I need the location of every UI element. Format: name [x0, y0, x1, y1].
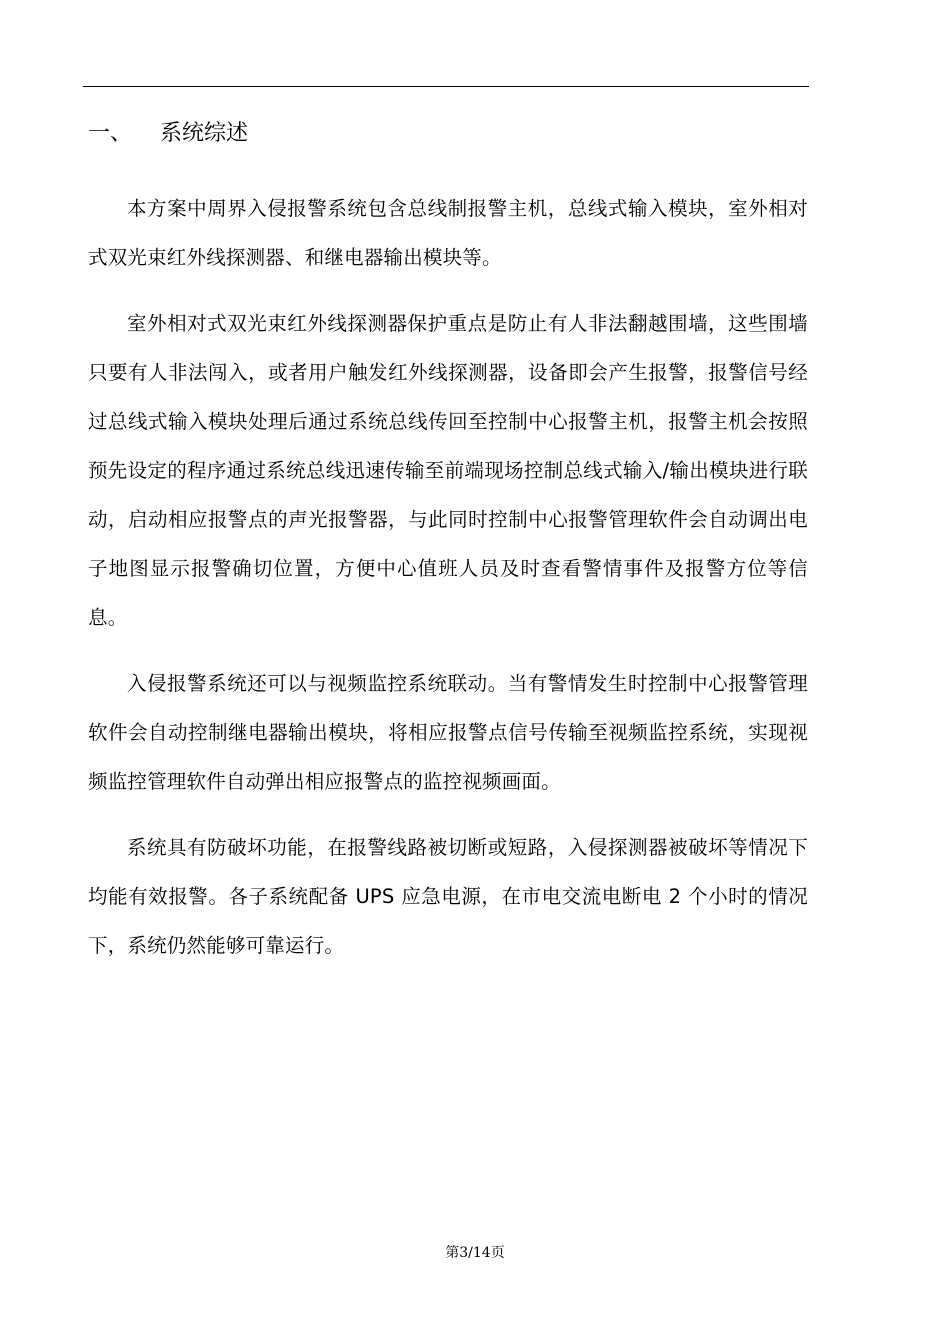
paragraph-2: 室外相对式双光束红外线探测器保护重点是防止有人非法翻越围墙，这些围墙只要有人非法闯入，或者用户触发红外线探测器，设备即会产生报警，报警信号经过总线式输入模块处理后通过系统总线传回至控制中心报警主机，报警主机会按照预先设定的程序通过系统总线迅速传输至前端现场控制总线式输入/输出模块进行联动，启动相应报警点的声光报警器，与此同时控制中心报警管理软件会自动调出电子地图显示报警确切位置，方便中心值班人员及时查看警情事件及报警方位等信息。	[88, 312, 808, 629]
paragraph-3: 入侵报警系统还可以与视频监控系统联动。当有警情发生时控制中心报警管理软件会自动控制继电器输出模块，将相应报警点信号传输至视频监控系统，实现视频监控管理软件自动弹出相应报警点的监控视频画面。	[88, 672, 808, 793]
page-number: 第3/14页	[445, 1245, 505, 1261]
section-title: 系统综述	[160, 121, 249, 146]
paragraph-4: 系统具有防破坏功能，在报警线路被切断或短路，入侵探测器被破坏等情况下均能有效报警。各子系统配备 UPS 应急电源，在市电交流电断电 2 个小时的情况下，系统仍然能够可靠运行。	[88, 836, 808, 957]
paragraph-1: 本方案中周界入侵报警系统包含总线制报警主机，总线式输入模块，室外相对式双光束红外线探测器、和继电器输出模块等。	[88, 197, 808, 269]
body-text	[88, 184, 808, 987]
section-number: 一、	[88, 121, 133, 146]
section-heading	[88, 116, 248, 152]
header-rule	[83, 86, 809, 87]
